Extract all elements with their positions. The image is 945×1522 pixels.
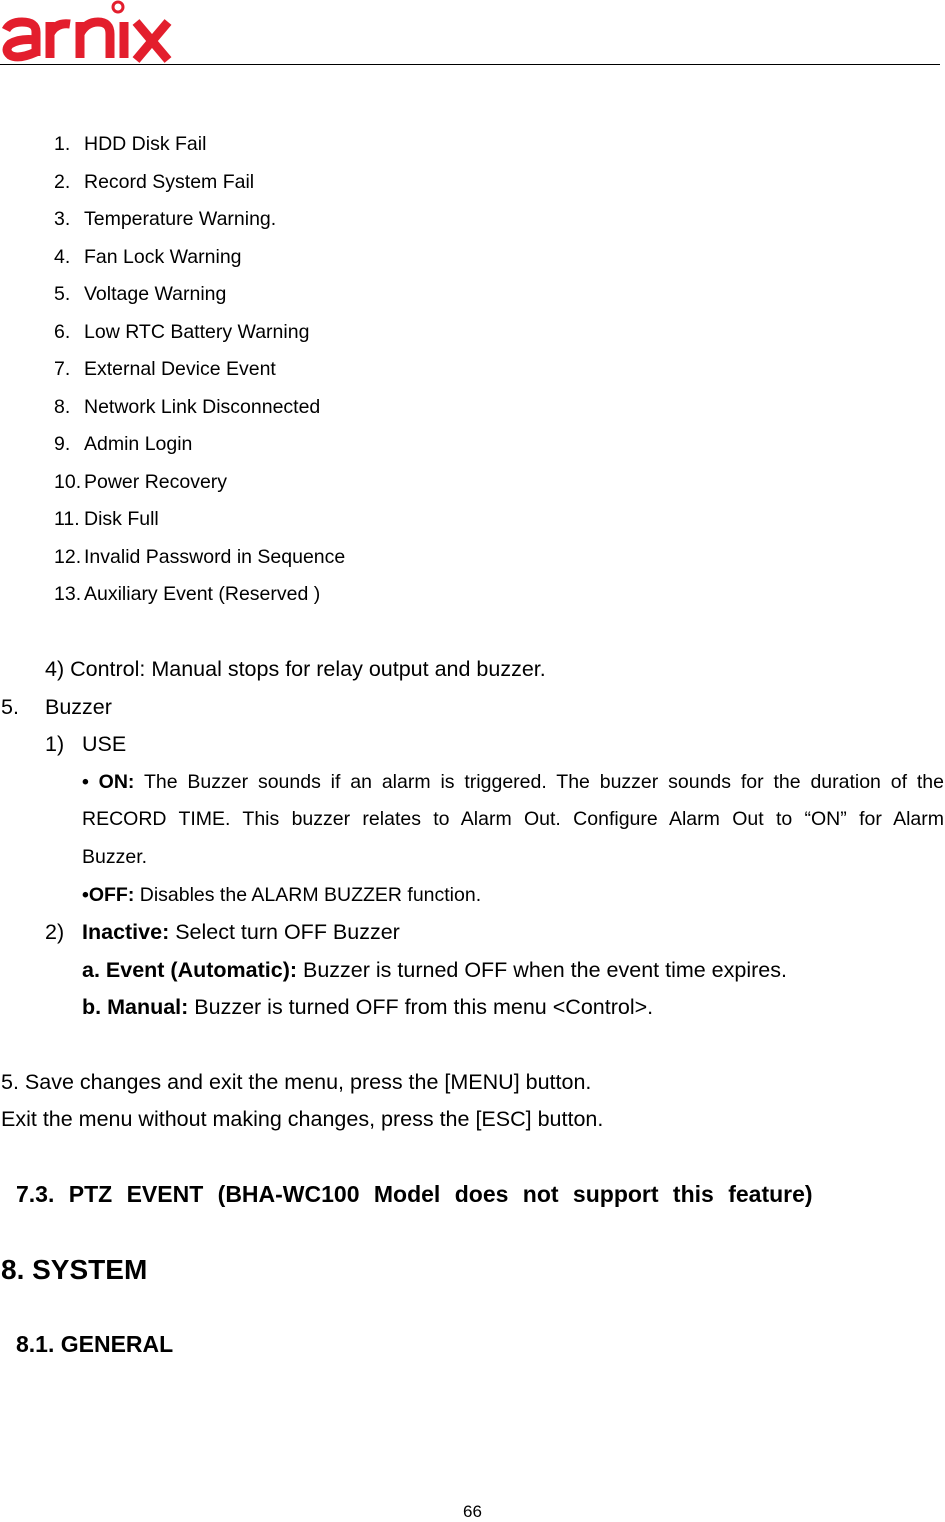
header-rule <box>0 64 940 65</box>
page-number: 66 <box>463 1502 482 1521</box>
event-automatic-line: a. Event (Automatic): Buzzer is turned OFF when the event time expires. <box>82 958 787 982</box>
use-heading: 1) USE <box>45 732 127 756</box>
list-item: 13. Auxiliary Event (Reserved ) <box>54 583 321 605</box>
exit-instruction: Exit the menu without making changes, press the [ESC] button. <box>1 1107 604 1131</box>
manual-line: b. Manual: Buzzer is turned OFF from this menu <Control>. <box>82 995 654 1019</box>
section-heading-system: 8. SYSTEM <box>1 1254 148 1285</box>
inactive-line: 2) Inactive: Select turn OFF Buzzer <box>45 920 400 944</box>
buzzer-heading: 5. Buzzer <box>1 695 112 719</box>
list-item: 11. Disk Full <box>54 508 159 530</box>
on-description-line3: Buzzer. <box>82 846 148 868</box>
on-description-line1: • ON: The Buzzer sounds if an alarm is triggered. The buzzer sounds for the duration of the <box>82 771 944 793</box>
arnix-logo <box>0 0 178 66</box>
list-item: 1. HDD Disk Fail <box>54 133 207 155</box>
list-item: 7. External Device Event <box>54 358 276 380</box>
list-item: 8. Network Link Disconnected <box>54 396 321 418</box>
list-item: 2. Record System Fail <box>54 171 255 193</box>
on-description-line2: RECORD TIME. This buzzer relates to Alarm Out. Configure Alarm Out to “ON” for Alarm <box>82 808 944 830</box>
list-item: 4. Fan Lock Warning <box>54 246 242 268</box>
list-item: 12. Invalid Password in Sequence <box>54 546 346 568</box>
list-item: 10. Power Recovery <box>54 471 228 493</box>
list-item: 5. Voltage Warning <box>54 283 227 305</box>
list-item: 9. Admin Login <box>54 433 193 455</box>
page-header <box>0 0 945 70</box>
control-line: 4) Control: Manual stops for relay output and buzzer. <box>45 657 546 681</box>
section-heading-ptz-event: 7.3. PTZ EVENT (BHA-WC100 Model does not support this feature) <box>16 1181 813 1207</box>
list-item: 3. Temperature Warning. <box>54 208 277 230</box>
off-description: •OFF: Disables the ALARM BUZZER function. <box>82 884 482 906</box>
list-item: 6. Low RTC Battery Warning <box>54 321 310 343</box>
save-instruction: 5. Save changes and exit the menu, press the [MENU] button. <box>1 1070 592 1094</box>
section-heading-general: 8.1. GENERAL <box>16 1331 174 1357</box>
